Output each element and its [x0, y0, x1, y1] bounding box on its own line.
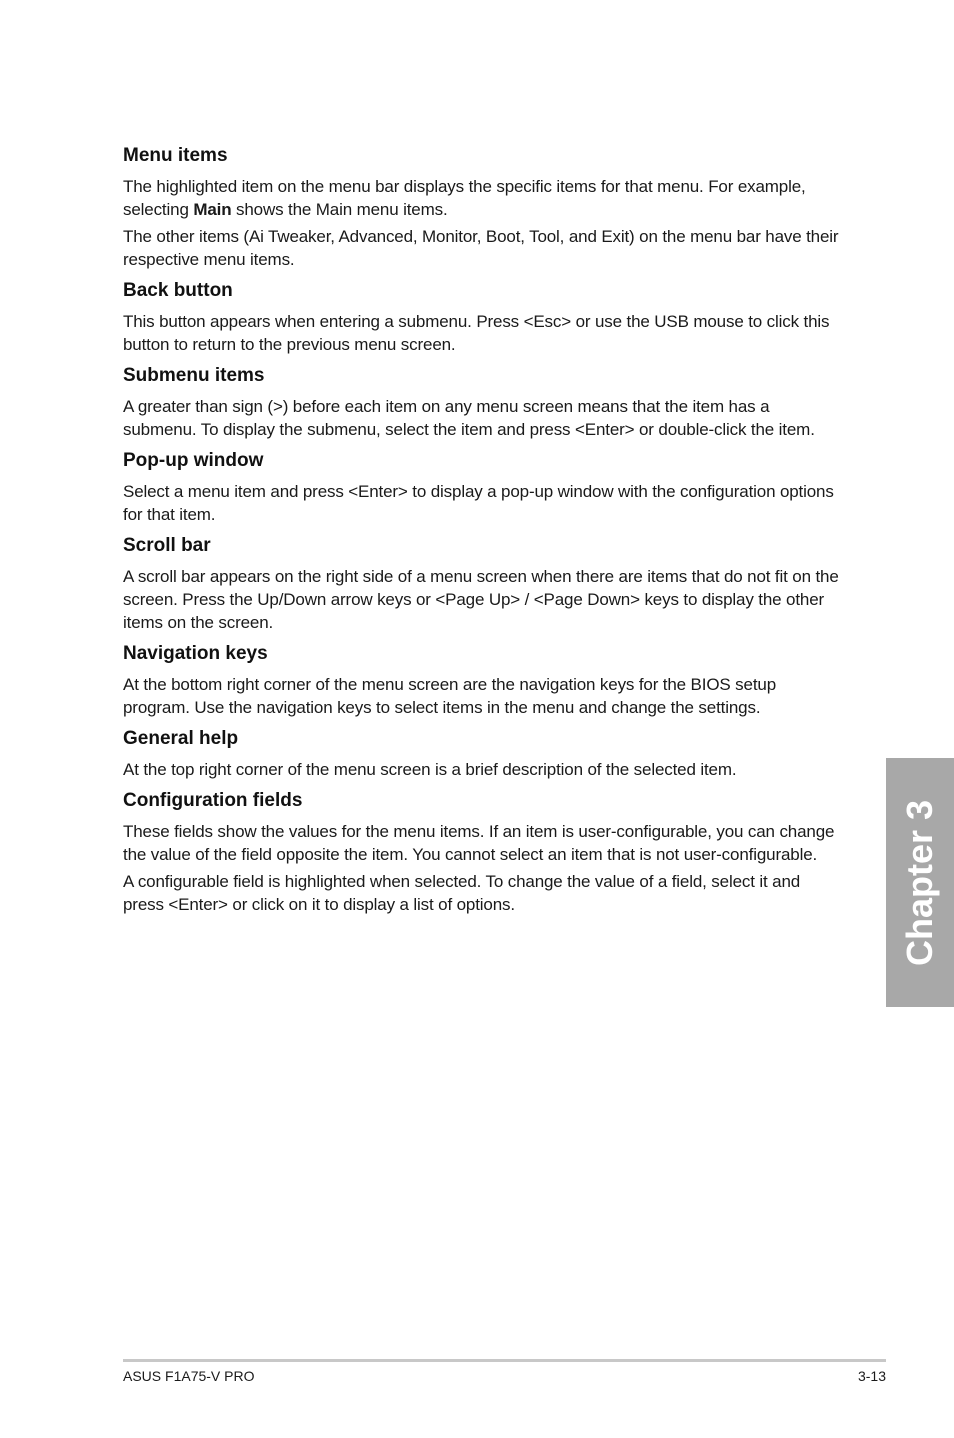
section-menu-items [123, 144, 841, 271]
section-paragraph: A scroll bar appears on the right side of a menu screen when there are items that do not fit on the screen. Press the Up/Down arrow keys or <Page Up> / <Page Down> keys to display the other items on the screen. [123, 567, 839, 632]
section-heading: Navigation keys [123, 643, 268, 664]
section-submenu-items [123, 364, 841, 441]
footer-page-number: 3-13 [857, 1368, 886, 1384]
document-body [123, 144, 841, 920]
section-heading: General help [123, 728, 239, 749]
section-scroll-bar [123, 534, 841, 634]
section-paragraph: The other items (Ai Tweaker, Advanced, Monitor, Boot, Tool, and Exit) on the menu bar have their respective menu items. [123, 227, 839, 269]
chapter-tab-label: Chapter 3 [899, 799, 940, 966]
section-heading: Pop-up window [123, 450, 264, 471]
section-popup-window [123, 449, 841, 526]
section-paragraph: Select a menu item and press <Enter> to display a pop-up window with the configuration options for that item. [123, 482, 834, 524]
section-heading: Configuration fields [123, 790, 303, 811]
section-configuration-fields [123, 789, 841, 916]
section-paragraph: This button appears when entering a submenu. Press <Esc> or use the USB mouse to click this button to return to the previous menu screen. [123, 312, 830, 354]
section-paragraph: These fields show the values for the menu items. If an item is user-configurable, you can change the value of the field opposite the item. You cannot select an item that is not user-configurable. [123, 822, 835, 864]
section-heading: Scroll bar [123, 535, 211, 556]
section-paragraph [123, 175, 841, 221]
section-heading: Menu items [123, 145, 228, 166]
section-paragraph: A greater than sign (>) before each item on any menu screen means that the item has a submenu. To display the submenu, select the item and press <Enter> or double-click the item. [123, 397, 815, 439]
section-heading: Back button [123, 280, 233, 301]
section-paragraph: A configurable field is highlighted when selected. To change the value of a field, select it and press <Enter> or click on it to display a list of options. [123, 872, 801, 914]
bold-term: Main [193, 200, 232, 219]
footer-divider [123, 1359, 886, 1362]
chapter-tab [886, 758, 954, 1007]
paragraph-text: The highlighted item on the menu bar displays the specific items for that menu. For example, selecting [123, 177, 806, 219]
section-heading: Submenu items [123, 365, 265, 386]
section-back-button [123, 279, 841, 356]
section-paragraph: At the bottom right corner of the menu screen are the navigation keys for the BIOS setup program. Use the navigation keys to select items in the menu and change the settings. [123, 675, 776, 717]
section-navigation-keys [123, 642, 841, 719]
section-general-help [123, 727, 841, 781]
paragraph-text: shows the Main menu items. [231, 200, 448, 219]
section-paragraph: At the top right corner of the menu screen is a brief description of the selected item. [123, 760, 737, 779]
footer-product-name: ASUS F1A75-V PRO [123, 1368, 255, 1384]
